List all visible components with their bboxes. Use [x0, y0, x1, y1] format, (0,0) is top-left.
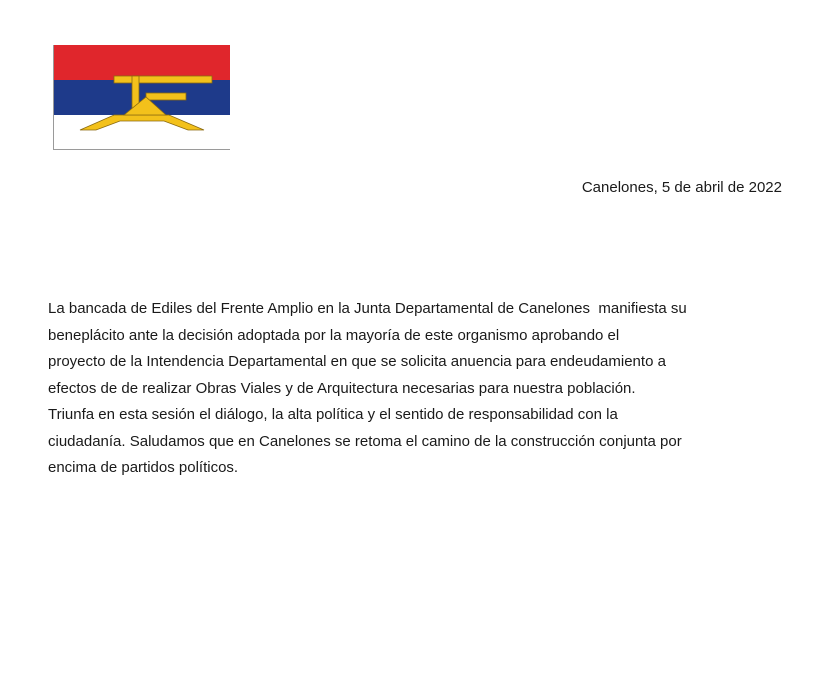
body-line: La bancada de Ediles del Frente Amplio en la Junta Departamental de Canelones manifiesta su: [48, 300, 687, 317]
body-line: Triunfa en esta sesión el diálogo, la alta política y el sentido de responsabilidad con la: [48, 406, 618, 423]
frente-amplio-flag-logo: [53, 45, 230, 150]
letter-body: [48, 296, 788, 482]
body-line: encima de partidos políticos.: [48, 459, 239, 476]
flag-graphic: [54, 45, 230, 149]
body-line: beneplácito ante la decisión adoptada por la mayoría de este organismo aprobando el: [48, 326, 620, 344]
body-line: ciudadanía. Saludamos que en Canelones se retoma el camino de la construcción conjunta por: [48, 432, 682, 450]
body-line: proyecto de la Intendencia Departamental en que se solicita anuencia para endeudamiento a: [48, 353, 666, 370]
flag-red-stripe: [54, 45, 230, 80]
body-line: efectos de de realizar Obras Viales y de Arquitectura necesarias para nuestra población.: [48, 379, 636, 397]
letter-date: Canelones, 5 de abril de 2022: [581, 179, 782, 196]
